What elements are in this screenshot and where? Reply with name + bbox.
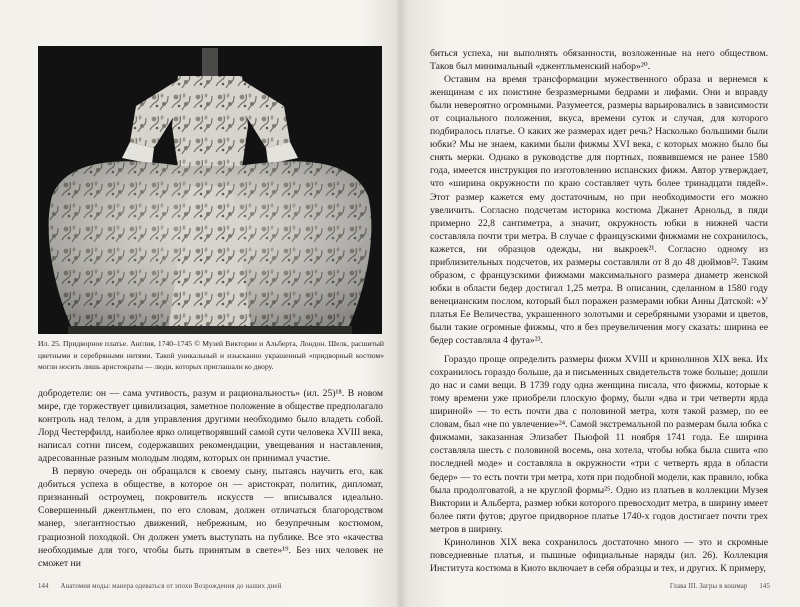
figure-caption (38, 338, 384, 373)
left-footer (38, 583, 281, 590)
right-page (400, 0, 800, 607)
court-dress-photo (38, 46, 382, 334)
right-paragraph: Гораздо проще определить размеры фижм XVIII и кринолинов XIX века. Их сохранилось гораздо больше, да и письменных свидетельств тоже больше; дошли до нас и сами вещи. В 1739 году одна женщина писала, что фижмы, которые к тому времени уже приобрели плоскую форму, были «два и три четверти ярда шириной» — то есть почти два с половиной метра, хотя такой размер, по ее словам, был «не по увлечение»²⁴. Самой экстремальной по размерам была юбка с фижмами, заказанная Элизабет Пьюфой 11 ноября 1741 года. Ее ширина составляла шесть с половиной восемь, она хотела, чтобы юбка была сшита «по последней моде» и составляла в окружности «три с четверть ярда в области бедер» — то есть почти три метра, хотя при подобной модели, как правило, юбка была продолговатой, а не круглой формы²⁵. Одно из платьев в коллекции Музея Виктории и Альберта, размер юбки которого превосходит метра, в ширину имеет более пяти футов; другое придворное платье 1740-х годов достигает почти трех метров в ширину. (430, 354, 768, 535)
right-paragraph: Оставим на время трансформации мужественного образа и вернемся к женщинам с их поистине безразмерными бедрами и лифами. Они и вправду были невероятно огромными. Разумеется, размеры варьировались в зависимости от социального положения, вкуса, времени суток и случая, для которого подбиралось платье. О каких же размерах идет речь? Насколько большими были юбки? Мы не знаем, какими были фижмы XVI века, с которых можно было бы снять мерки. Однако в руководстве для портных, появившемся не ранее 1580 года, имеется инструкция по изготовлению испанских фижм. Автор утверждает, что «ширина окружности по краю составляет чуть более тринадцати пядей». Этот размер кажется ему достаточным, но при необходимости его можно увеличить. Согласно подсчетам историка костюма Джанет Арнольд, в пяди примерно 22,8 сантиметра, а значит, окружность юбки в нижней части составляла почти три метра. В случае с французскими фижмами не сохранилось, кажется, ни образцов одежды, ни выкроек²¹. Согласно одному из приблизительных подсчетов, их размеры составляли от 8 до 48 дюймов²². Таким образом, с французскими фижмами максимального размера диаметр женской юбки в области бедер достигал 1,25 метра. В описании, сделанном в 1580 году венецианским послом, который был поражен размерами юбки Анны Датской: «У платья Ее Величества, украшенного золотыми и серебряными узорами и цветов, были такие огромные фижмы, что я без преувеличения могу сказать: ширина ее бедер составляла 4 фута»²³. (430, 74, 768, 347)
right-footer (670, 583, 770, 590)
left-paragraph: В первую очередь он обращался к своему сыну, пытаясь научить его, как добиться успеха в обществе, в которое он — аристократ, политик, дипломат, признанный остроумец, покровитель искусств — вписывался идеально. Совершенный джентльмен, по его словам, должен отличаться благородством манер, элегантностью движений, небрежным, но безупречным костюмом, грациозной походкой. Он должен уметь выступать на публике. Все это «качества необходимые для того, чтобы быть принятым в свете»¹⁹. Без них человек не сможет ни (38, 466, 383, 569)
running-title: Анатомия моды: манера одеваться от эпохи Возрождения до наших дней (60, 583, 282, 590)
right-paragraph: биться успеха, ни выполнять обязанности, возложенные на него обществом. Таков был минимальный «джентльменский набор»²⁰. (430, 48, 768, 73)
page-number: 145 (759, 583, 770, 590)
right-paragraph: Кринолинов XIX века сохранилось достаточно много — это и скромные повседневные платья, и пышные официальные наряды (ил. 26). Коллекция Института костюма в Киото включает в себя образцы и тех, и других. К примеру, (430, 536, 768, 574)
left-paragraph: добродетели: он — сама учтивость, разум и рациональность» (ил. 25)¹⁸. В новом мире, где торжествует цивилизация, заметное положение в обществе предполагало контроль над телом, а для управления другими необходимо было владеть собой. Лорд Честерфилд, наиболее ярко олицетворявший самой сути человека XVIII века, написал сотни писем, содержавших рекомендации, увещевания и наставления, адресованные разным молодым людям, которых он принимал участие. (38, 388, 383, 465)
running-title: Глава III. Загры в кошмар (669, 583, 748, 590)
caption-text: Ил. 25. Придворное платье. Англия, 1740–1745 © Музей Виктории и Альберта, Лондон. Шелк, расшитый цветными и серебряными нитями. Такой уникальный и изысканно украшенный «придворный костюм» могли носить лишь аристократы — люди, которых приглашали ко двору. (38, 339, 384, 372)
court-dress-illustration (38, 46, 382, 334)
right-page-text (430, 47, 768, 575)
page-number: 144 (38, 583, 49, 590)
left-page-text (38, 387, 383, 570)
